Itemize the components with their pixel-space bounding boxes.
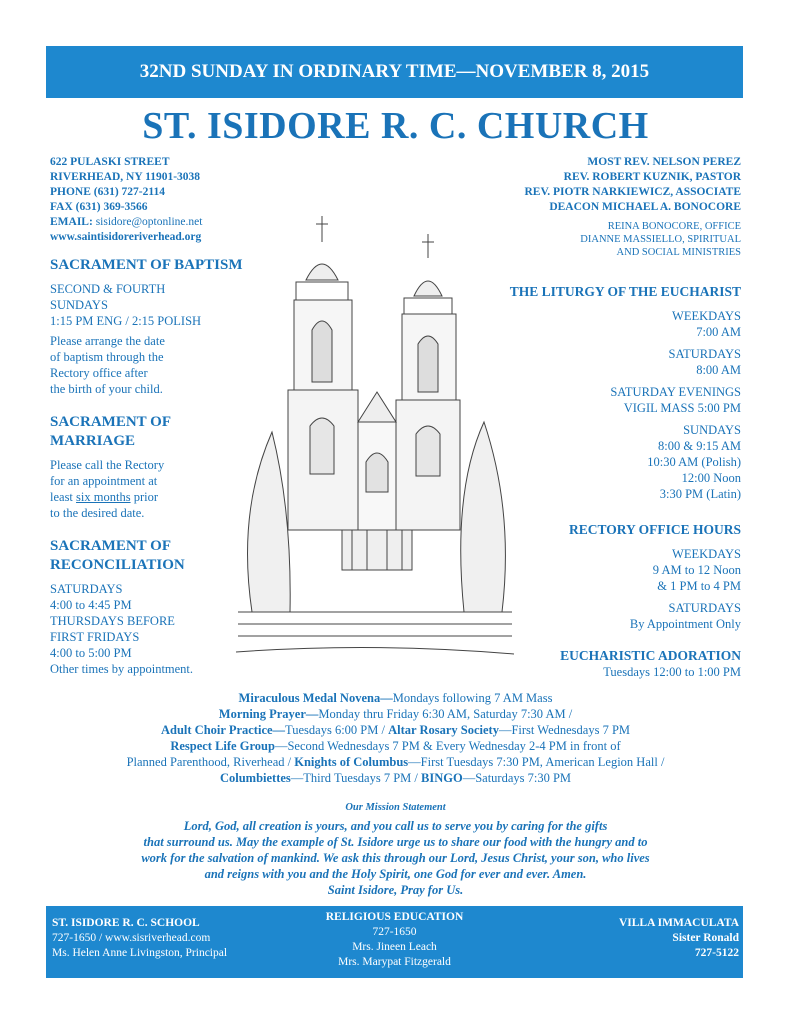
reconciliation-heading-1: SACRAMENT OF [50, 538, 171, 554]
mission-title: Our Mission Statement [345, 802, 446, 813]
school-name: ST. ISIDORE R. C. SCHOOL [52, 917, 200, 929]
footer-bar [46, 906, 743, 978]
marriage-heading-1: SACRAMENT OF [50, 414, 171, 430]
activity-title: Altar Rosary Society [388, 723, 499, 737]
school-contact: 727-1650 / www.sisriverhead.com [52, 932, 211, 944]
reconciliation-line: Other times by appointment. [50, 662, 194, 676]
reconciliation-line: 4:00 to 5:00 PM [50, 646, 132, 660]
religious-ed-contact: Mrs. Marypat Fitzgerald [338, 956, 451, 968]
schedule-line: WEEKDAYS [672, 547, 741, 561]
religious-ed-contact: Mrs. Jineen Leach [352, 941, 437, 953]
schedule-line: 12:00 Noon [681, 471, 741, 485]
street-address: 622 PULASKI STREET [50, 156, 170, 168]
phone: PHONE (631) 727-2114 [50, 186, 165, 198]
villa-phone: 727-5122 [694, 947, 739, 959]
schedule-line: SUNDAYS [683, 423, 741, 437]
adoration-heading: EUCHARISTIC ADORATION [560, 648, 741, 663]
activity-title: BINGO [421, 771, 463, 785]
activity-respect-life [0, 738, 791, 754]
liturgy-sundays [461, 422, 741, 502]
activity-detail: Mondays following 7 AM Mass [392, 691, 553, 705]
activity-novena [0, 690, 791, 706]
religious-ed-title: RELIGIOUS EDUCATION [325, 911, 464, 923]
adoration-time: Tuesdays 12:00 to 1:00 PM [603, 665, 741, 679]
clergy-pastor: REV. ROBERT KUZNIK, PASTOR [563, 171, 741, 183]
activity-detail: Tuesdays 6:00 PM / [285, 723, 389, 737]
mission-statement [0, 800, 791, 898]
activity-title: Columbiettes [219, 771, 291, 785]
baptism-note-line: the birth of your child. [50, 382, 163, 396]
schedule-line: WEEKDAYS [672, 309, 741, 323]
activity-title: Morning Prayer— [218, 707, 319, 721]
baptism-line: SECOND & FOURTH [50, 282, 166, 296]
schedule-line: 10:30 AM (Polish) [647, 455, 741, 469]
activity-title: Adult Choir Practice— [160, 723, 286, 737]
activity-detail: —Third Tuesdays 7 PM / [290, 771, 422, 785]
activity-prayer [0, 706, 791, 722]
clergy-bishop: MOST REV. NELSON PEREZ [587, 156, 741, 168]
marriage-six-months: six months [76, 490, 131, 504]
mission-line: Saint Isidore, Pray for Us. [327, 883, 464, 897]
activity-detail: —First Wednesdays 7 PM [498, 723, 631, 737]
staff-office: REINA BONOCORE, OFFICE [607, 221, 741, 232]
parish-activities [0, 690, 791, 786]
liturgy-weekdays [461, 308, 741, 340]
schedule-line: 8:00 AM [696, 363, 741, 377]
schedule-line: SATURDAY EVENINGS [610, 385, 741, 399]
villa-name: VILLA IMMACULATA [618, 917, 739, 929]
schedule-line: 3:30 PM (Latin) [659, 487, 741, 501]
activity-title: Respect Life Group [170, 739, 275, 753]
mission-line: and reigns with you and the Holy Spirit, one God for ever and ever. Amen. [204, 867, 587, 881]
marriage-line: to the desired date. [50, 506, 145, 520]
clergy-list [524, 155, 741, 215]
reconciliation-line: FIRST FRIDAYS [50, 630, 140, 644]
staff-ministries: AND SOCIAL MINISTRIES [616, 247, 741, 258]
activity-title: Knights of Columbus [294, 755, 409, 769]
email-row [50, 215, 202, 230]
reconciliation-heading-2: RECONCILIATION [50, 557, 185, 573]
liturgy-saturdays [461, 346, 741, 378]
schedule-line: VIGIL MASS 5:00 PM [623, 401, 741, 415]
baptism-line: SUNDAYS [50, 298, 108, 312]
reconciliation-line: 4:00 to 4:45 PM [50, 598, 132, 612]
villa-info [619, 916, 739, 961]
baptism-line: 1:15 PM ENG / 2:15 POLISH [50, 314, 202, 328]
school-principal: Ms. Helen Anne Livingston, Principal [52, 947, 228, 959]
mission-line: Lord, God, all creation is yours, and you call us to serve you by caring for the gifts [183, 819, 608, 833]
schedule-line: By Appointment Only [629, 617, 741, 631]
website-link[interactable]: www.saintisidoreriverhead.org [50, 231, 202, 243]
activity-detail: Monday thru Friday 6:30 AM, Saturday 7:30 AM / [318, 707, 573, 721]
mission-line: work for the salvation of mankind. We ask this through our Lord, Jesus Christ, your son, who lives [141, 851, 650, 865]
villa-contact: Sister Ronald [672, 932, 739, 944]
liturgy-sat-evenings [461, 384, 741, 416]
baptism-heading: SACRAMENT OF BAPTISM [50, 257, 243, 273]
activity-detail: —Second Wednesdays 7 PM & Every Wednesday 2-4 PM in front of [274, 739, 621, 753]
marriage-line: for an appointment at [50, 474, 158, 488]
schedule-line: 9 AM to 12 Noon [652, 563, 741, 577]
baptism-note-line: Please arrange the date [50, 334, 165, 348]
email-link[interactable]: sisidore@optonline.net [95, 216, 203, 228]
date-banner: 32ND SUNDAY IN ORDINARY TIME—NOVEMBER 8, 2015 [46, 46, 743, 98]
activity-detail: —First Tuesdays 7:30 PM, American Legion Hall / [408, 755, 665, 769]
activity-detail: —Saturdays 7:30 PM [462, 771, 572, 785]
activity-columbiettes [0, 770, 791, 786]
marriage-heading-2: MARRIAGE [50, 433, 135, 449]
reconciliation-line: SATURDAYS [50, 582, 123, 596]
clergy-associate: REV. PIOTR NARKIEWICZ, ASSOCIATE [524, 186, 741, 198]
schedule-line: SATURDAYS [668, 347, 741, 361]
baptism-note-line: Rectory office after [50, 366, 148, 380]
email-label: EMAIL: [50, 216, 93, 228]
activity-title: Miraculous Medal Novena— [238, 691, 393, 705]
religious-ed-phone: 727-1650 [372, 926, 417, 938]
marriage-line: least [50, 490, 77, 504]
rectory-weekdays [461, 546, 741, 594]
page-title: ST. ISIDORE R. C. CHURCH [142, 105, 649, 147]
marriage-line: prior [130, 490, 159, 504]
schedule-line: & 1 PM to 4 PM [657, 579, 741, 593]
city-address: RIVERHEAD, NY 11901-3038 [50, 171, 201, 183]
staff-list [580, 220, 741, 259]
reconciliation-line: THURSDAYS BEFORE [50, 614, 175, 628]
staff-spiritual: DIANNE MASSIELLO, SPIRITUAL [580, 234, 741, 245]
fax: FAX (631) 369-3566 [50, 201, 148, 213]
marriage-line: Please call the Rectory [50, 458, 165, 472]
rectory-saturdays [461, 600, 741, 632]
activity-choir [0, 722, 791, 738]
schedule-line: SATURDAYS [668, 601, 741, 615]
schedule-column [461, 284, 741, 686]
liturgy-heading: THE LITURGY OF THE EUCHARIST [509, 284, 741, 299]
baptism-note-line: of baptism through the [50, 350, 164, 364]
schedule-line: 7:00 AM [696, 325, 741, 339]
rectory-heading: RECTORY OFFICE HOURS [568, 522, 741, 537]
clergy-deacon: DEACON MICHAEL A. BONOCORE [549, 201, 741, 213]
mission-line: that surround us. May the example of St. Isidore urge us to share our food with the hungry and to [143, 835, 648, 849]
schedule-line: 8:00 & 9:15 AM [658, 439, 741, 453]
activity-detail: Planned Parenthood, Riverhead / [126, 755, 295, 769]
contact-block [50, 155, 202, 245]
activity-knights [0, 754, 791, 770]
